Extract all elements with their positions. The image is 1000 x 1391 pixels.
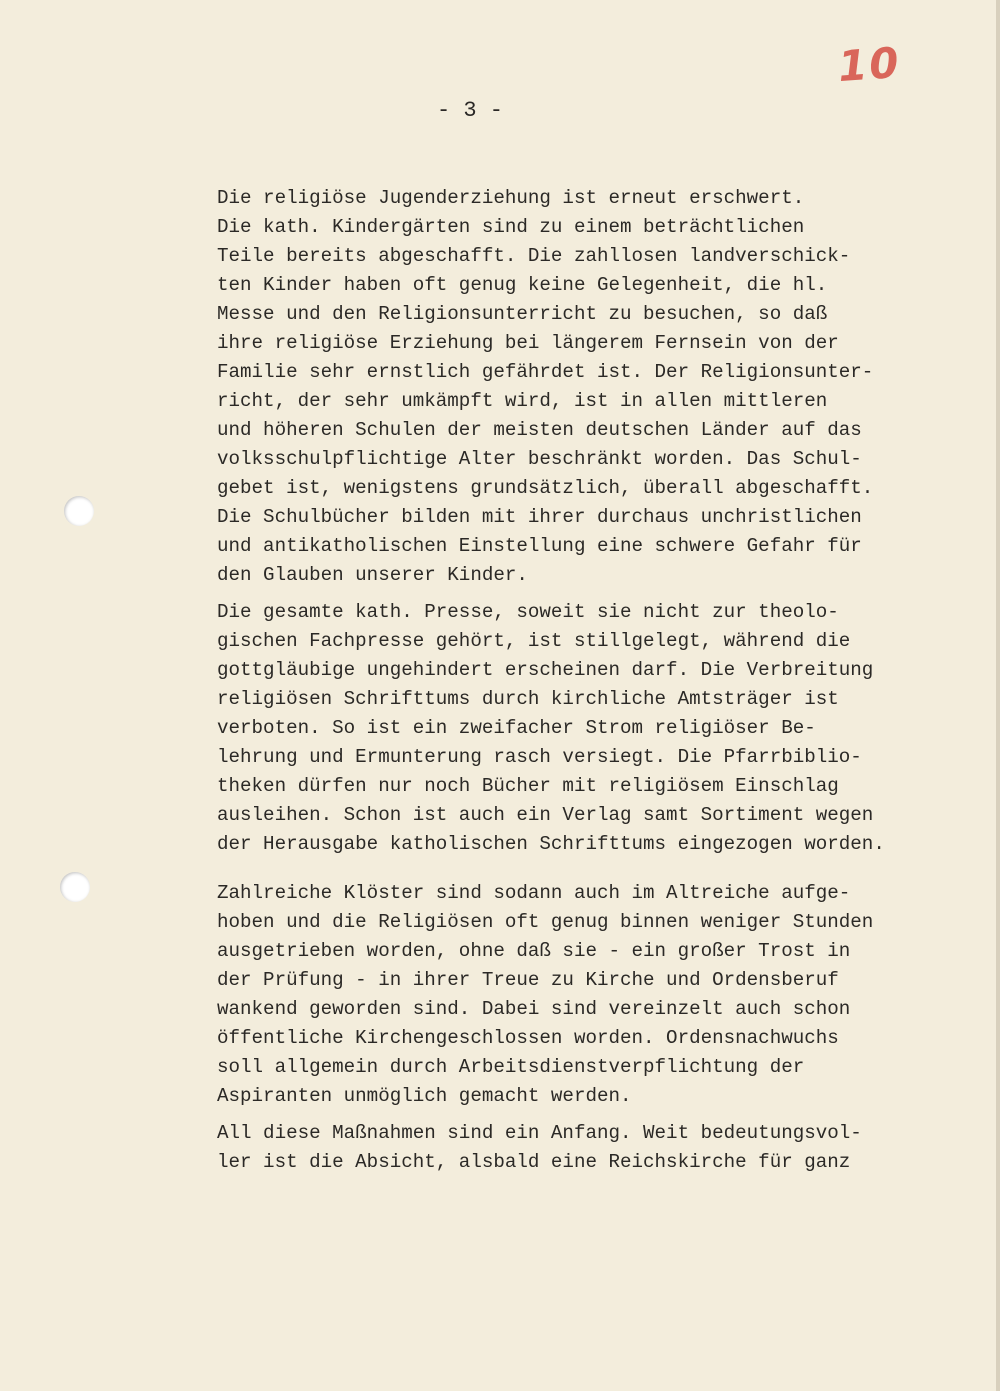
text-line: wankend geworden sind. Dabei sind vereinzelt auch schon [217,998,851,1020]
text-line: und antikatholischen Einstellung eine schwere Gefahr für [217,535,862,557]
text-line: theken dürfen nur noch Bücher mit religiösem Einschlag [217,775,839,797]
text-line: ler ist die Absicht, alsbald eine Reichskirche für ganz [217,1151,851,1173]
text-line: Aspiranten unmöglich gemacht werden. [217,1085,632,1107]
page-edge [996,0,1000,1391]
text-line: Teile bereits abgeschafft. Die zahllosen landverschick- [217,245,851,267]
text-line: Die kath. Kindergärten sind zu einem beträchtlichen [217,216,805,238]
text-line: Die gesamte kath. Presse, soweit sie nicht zur theolo- [217,601,839,623]
text-line: hoben und die Religiösen oft genug binnen weniger Stunden [217,911,874,933]
text-line: volksschulpflichtige Alter beschränkt worden. Das Schul- [217,448,862,470]
text-line: gischen Fachpresse gehört, ist stillgelegt, während die [217,630,851,652]
text-line: der Prüfung - in ihrer Treue zu Kirche und Ordensberuf [217,969,839,991]
text-line: ausgetrieben worden, ohne daß sie - ein großer Trost in [217,940,851,962]
paragraph-gap [217,1111,937,1119]
text-line: lehrung und Ermunterung rasch versiegt. Die Pfarrbiblio- [217,746,862,768]
text-line: richt, der sehr umkämpft wird, ist in allen mittleren [217,390,828,412]
text-line: und höheren Schulen der meisten deutschen Länder auf das [217,419,862,441]
page-number: - 3 - [437,98,504,123]
paragraph-4 [217,1119,937,1177]
paragraph-gap [217,859,937,879]
text-line: All diese Maßnahmen sind ein Anfang. Weit bedeutungsvol- [217,1122,862,1144]
punch-hole-bottom [60,872,90,902]
paragraph-2 [217,598,937,859]
handwritten-folio-number: 10 [836,37,903,92]
text-line: Die religiöse Jugenderziehung ist erneut erschwert. [217,187,805,209]
paragraph-gap [217,590,937,598]
text-line: den Glauben unserer Kinder. [217,564,528,586]
text-line: verboten. So ist ein zweifacher Strom religiöser Be- [217,717,816,739]
text-line: ten Kinder haben oft genug keine Gelegenheit, die hl. [217,274,828,296]
punch-hole-top [64,496,94,526]
text-line: Familie sehr ernstlich gefährdet ist. Der Religionsunter- [217,361,874,383]
text-line: Messe und den Religionsunterricht zu besuchen, so daß [217,303,828,325]
body-text [217,184,937,1177]
text-line: ihre religiöse Erziehung bei längerem Fernsein von der [217,332,839,354]
paragraph-1 [217,184,937,590]
text-line: Zahlreiche Klöster sind sodann auch im Altreiche aufge- [217,882,851,904]
text-line: soll allgemein durch Arbeitsdienstverpflichtung der [217,1056,805,1078]
paragraph-3 [217,879,937,1111]
text-line: gebet ist, wenigstens grundsätzlich, überall abgeschafft. [217,477,874,499]
text-line: religiösen Schrifttums durch kirchliche Amtsträger ist [217,688,839,710]
text-line: ausleihen. Schon ist auch ein Verlag samt Sortiment wegen [217,804,874,826]
text-line: Die Schulbücher bilden mit ihrer durchaus unchristlichen [217,506,862,528]
text-line: öffentliche Kirchengeschlossen worden. Ordensnachwuchs [217,1027,839,1049]
text-line: gottgläubige ungehindert erscheinen darf. Die Verbreitung [217,659,874,681]
text-line: der Herausgabe katholischen Schrifttums eingezogen worden. [217,833,885,855]
